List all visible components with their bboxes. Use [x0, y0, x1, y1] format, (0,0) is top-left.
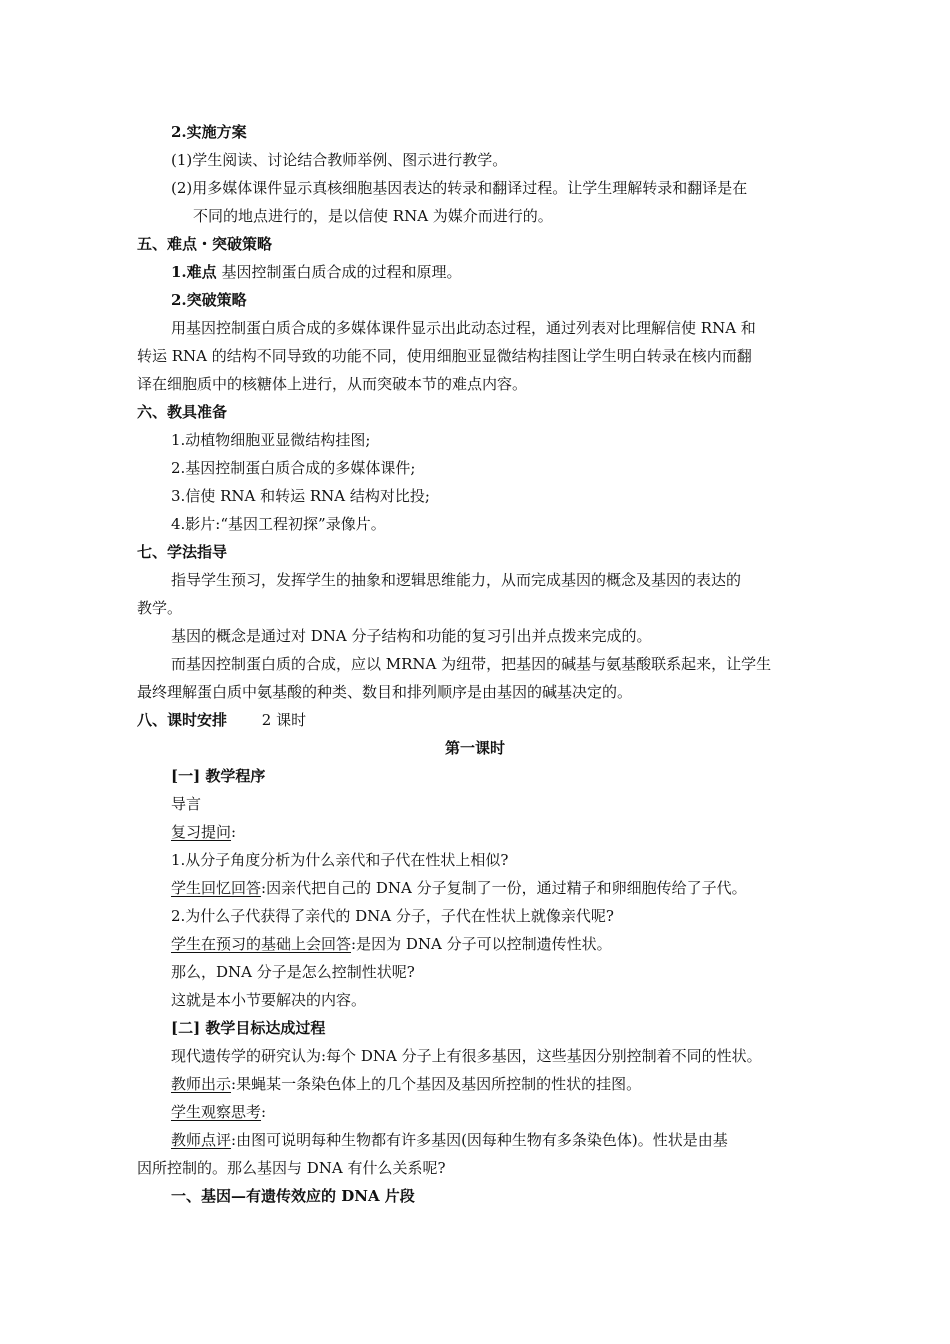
paragraph-line: (1)学生阅读、讨论结合教师举例、图示进行教学。 [171, 151, 508, 169]
section-heading-materials: 六、教具准备 [137, 403, 228, 421]
answer-text: :是因为 DNA 分子可以控制遗传性状。 [351, 935, 612, 953]
label-difficulty: 1.难点 [171, 263, 217, 281]
question-line: 2.为什么子代获得了亲代的 DNA 分子，子代在性状上就像亲代呢? [171, 907, 614, 925]
label-colon: : [261, 1103, 267, 1121]
difficulty-text: 基因控制蛋白质合成的过程和原理。 [221, 263, 462, 281]
paragraph-line: 不同的地点进行的，是以信使 RNA 为媒介而进行的。 [193, 207, 553, 225]
underlined-label: 学生在预习的基础上会回答 [171, 935, 352, 953]
subheading-goals: [二] 教学目标达成过程 [171, 1019, 326, 1037]
paragraph-line [171, 1126, 728, 1154]
list-item: 4.影片:“基因工程初探”录像片。 [171, 515, 386, 533]
subheading-strategy: 2.突破策略 [171, 291, 247, 309]
section-heading-gene: 一、基因—有遗传效应的 DNA 片段 [171, 1187, 415, 1205]
paragraph-line: 最终理解蛋白质中氨基酸的种类、数目和排列顺序是由基因的碱基决定的。 [137, 683, 633, 701]
paragraph-line: 用基因控制蛋白质合成的多媒体课件显示出此动态过程，通过列表对比理解信使 RNA 和 [171, 319, 756, 337]
label-text: :由图可说明每种生物都有许多基因(因每种生物有多条染色体)。性状是由基 [231, 1131, 728, 1149]
list-item: 3.信使 RNA 和转运 RNA 结构对比投; [171, 487, 430, 505]
underlined-label: 教师出示 [171, 1075, 232, 1093]
underlined-label: 学生回忆回答 [171, 879, 262, 897]
paragraph-line [171, 930, 612, 958]
paragraph-line: 指导学生预习，发挥学生的抽象和逻辑思维能力，从而完成基因的概念及基因的表达的 [171, 571, 742, 589]
paragraph-line: 导言 [171, 795, 202, 813]
schedule-value: 2 课时 [261, 711, 307, 729]
paragraph-line: 基因的概念是通过对 DNA 分子结构和功能的复习引出并点拨来完成的。 [171, 627, 652, 645]
question-line: 1.从分子角度分析为什么亲代和子代在性状上相似? [171, 851, 509, 869]
section-heading-method: 七、学法指导 [137, 543, 228, 561]
paragraph-line: 这就是本小节要解决的内容。 [171, 991, 367, 1009]
underlined-label: 教师点评 [171, 1131, 232, 1149]
paragraph-line: 而基因控制蛋白质的合成，应以 MRNA 为纽带，把基因的碱基与氨基酸联系起来，让学生 [171, 655, 772, 673]
section-heading-schedule [137, 706, 306, 734]
list-item: 1.动植物细胞亚显微结构挂图; [171, 431, 371, 449]
paragraph-line: 转运 RNA 的结构不同导致的功能不同，使用细胞亚显微结构挂图让学生明白转录在核内而翻 [137, 347, 752, 365]
paragraph-line [171, 1098, 266, 1126]
paragraph-line [171, 1070, 641, 1098]
answer-text: :因亲代把自己的 DNA 分子复制了一份，通过精子和卵细胞传给了子代。 [261, 879, 747, 897]
label-colon: : [231, 823, 237, 841]
schedule-label: 八、课时安排 [137, 711, 228, 729]
section-heading-difficulty: 五、难点・突破策略 [137, 235, 273, 253]
paragraph-line: 那么，DNA 分子是怎么控制性状呢? [171, 963, 415, 981]
paragraph-line: 因所控制的。那么基因与 DNA 有什么关系呢? [137, 1159, 446, 1177]
label-text: :果蝇某一条染色体上的几个基因及基因所控制的性状的挂图。 [231, 1075, 642, 1093]
paragraph-line: 译在细胞质中的核糖体上进行，从而突破本节的难点内容。 [137, 375, 528, 393]
paragraph-line: (2)用多媒体课件显示真核细胞基因表达的转录和翻译过程。让学生理解转录和翻译是在 [171, 179, 748, 197]
underlined-label: 复习提问 [171, 823, 232, 841]
list-item: 2.基因控制蛋白质合成的多媒体课件; [171, 459, 416, 477]
lesson-title: 第一课时 [444, 739, 505, 757]
paragraph-line [171, 258, 461, 286]
subheading-implementation: 2.实施方案 [171, 123, 247, 141]
paragraph-line: 教学。 [137, 599, 183, 617]
paragraph-line: 现代遗传学的研究认为:每个 DNA 分子上有很多基因，这些基因分别控制着不同的性状。 [171, 1047, 762, 1065]
paragraph-line [171, 874, 747, 902]
paragraph-line [171, 818, 236, 846]
subheading-procedure: [一] 教学程序 [171, 767, 266, 785]
underlined-label: 学生观察思考 [171, 1103, 262, 1121]
